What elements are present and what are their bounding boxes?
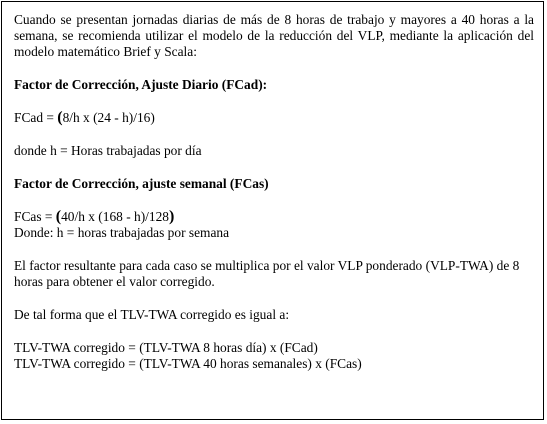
intro-paragraph: Cuando se presentan jornadas diarias de más de 8 horas de trabajo y mayores a 40 horas a la semana, se recomienda utilizar el modelo de la reducción del VLP, mediante la aplicación del modelo matemático Brief y Scala: xyxy=(14,12,534,59)
weekly-formula-body: 40/h x (168 - h)/128 xyxy=(61,209,169,224)
daily-where-text: donde h = Horas trabajadas por día xyxy=(14,143,202,158)
document-content xyxy=(14,12,534,372)
weekly-where-text: Donde: h = horas trabajadas por semana xyxy=(14,225,230,240)
document-box xyxy=(1,1,544,420)
daily-formula-prefix: FCad = xyxy=(14,110,58,125)
weekly-factor-heading: Factor de Corrección, ajuste semanal (FCas) xyxy=(14,176,269,191)
tlv-daily-formula: TLV-TWA corregido = (TLV-TWA 8 horas día) x (FCad) xyxy=(14,340,318,355)
result-paragraph: El factor resultante para cada caso se multiplica por el valor VLP ponderado (VLP-TWA) de 8 horas para obtener el valor corregido. xyxy=(14,258,520,289)
tlv-intro-text: De tal forma que el TLV-TWA corregido es igual a: xyxy=(14,307,290,322)
daily-factor-heading: Factor de Corrección, Ajuste Diario (FCad): xyxy=(14,77,268,92)
daily-formula-open-paren: ( xyxy=(57,109,63,126)
weekly-formula-open-paren: ( xyxy=(55,208,62,225)
weekly-formula-close-paren: ) xyxy=(168,208,175,225)
daily-formula-body: 8/h x (24 - h)/16) xyxy=(62,110,155,125)
weekly-factor-formula xyxy=(14,209,534,225)
tlv-weekly-formula: TLV-TWA corregido = (TLV-TWA 40 horas semanales) x (FCas) xyxy=(14,356,362,371)
daily-factor-formula xyxy=(14,110,534,126)
weekly-formula-prefix: FCas = xyxy=(14,209,56,224)
